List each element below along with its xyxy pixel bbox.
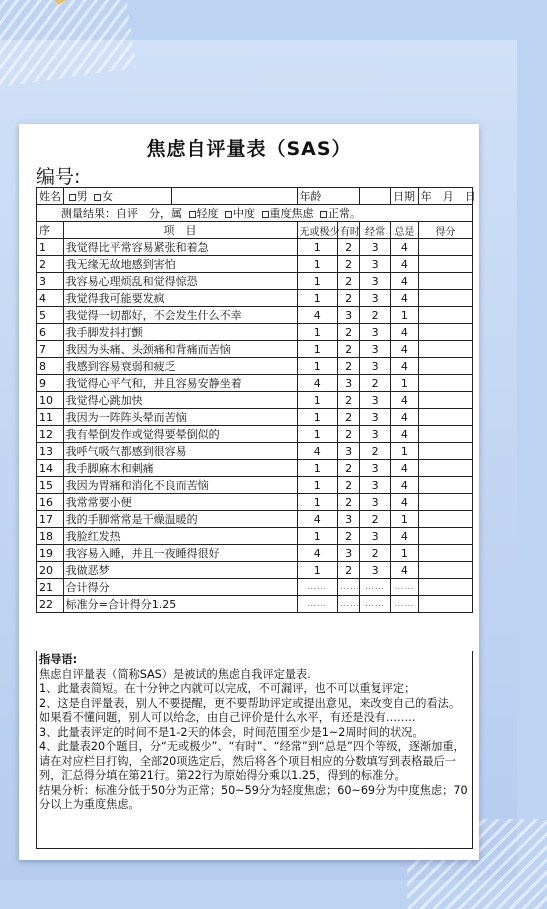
month-label: 月 [442,190,454,203]
col-often: 经常 [360,222,391,239]
total-number: 22 [37,596,64,613]
table-row [37,358,473,375]
result-opt-severe: 重度焦虑 [269,207,314,220]
sheet-title: 焦虑自评量表（SAS） [146,138,352,160]
score-never[interactable]: 1 [297,324,337,341]
checkbox-normal[interactable] [320,211,327,218]
item-text: 我呼气吸气都感到很容易 [63,443,297,460]
score-input[interactable] [418,273,472,290]
score-input[interactable] [418,358,472,375]
item-number: 11 [37,409,64,426]
table-row [37,239,473,256]
dash-placeholder: …… [337,579,359,596]
score-often[interactable]: 3 [360,562,391,579]
score-sometimes[interactable]: 2 [337,324,359,341]
item-text: 我因为一阵阵头晕而苦恼 [63,409,297,426]
total-text: 标准分=合计得分1.25 [63,596,297,613]
col-item: 项 目 [63,222,297,239]
checkbox-severe[interactable] [262,211,269,218]
score-always[interactable]: 1 [391,307,419,324]
score-always[interactable]: 4 [391,324,419,341]
score-always[interactable]: 4 [391,409,419,426]
score-input[interactable] [418,528,472,545]
score-sometimes[interactable]: 2 [337,528,359,545]
instructions-point-2: 2、这是自评量表，别人不要提醒，更不要帮助评定或提出意见，来改变自己的看法。如果看不懂问题，别人可以给念，由自己评价是什么水平，有还是没有…….. [39,696,461,724]
score-never[interactable]: 4 [297,545,337,562]
score-often[interactable]: 2 [360,443,391,460]
item-text: 我因为头痛、头颈痛和背痛而苦恼 [63,341,297,358]
score-never[interactable]: 1 [297,239,337,256]
item-number: 20 [37,562,64,579]
result-opt-normal: 正常。 [328,207,361,220]
score-input[interactable] [418,341,472,358]
score-always[interactable]: 1 [391,511,419,528]
score-sometimes[interactable]: 2 [337,494,359,511]
item-number: 15 [37,477,64,494]
score-never[interactable]: 1 [297,358,337,375]
item-text: 我容易心理烦乱和觉得惊恐 [63,273,297,290]
score-sometimes[interactable]: 2 [337,341,359,358]
item-text: 我觉得心跳加快 [63,392,297,409]
score-often[interactable]: 2 [360,375,391,392]
score-never[interactable]: 1 [297,426,337,443]
instructions-intro: 焦虑自评量表（简称SAS）是被试的焦虑自我评定量表. [39,667,311,681]
score-input[interactable] [418,460,472,477]
score-often[interactable]: 3 [360,392,391,409]
checkbox-female[interactable] [94,194,101,201]
score-input[interactable] [418,324,472,341]
checkbox-mild[interactable] [189,211,196,218]
score-often[interactable]: 3 [360,460,391,477]
name-input[interactable] [172,188,297,205]
score-never[interactable]: 1 [297,494,337,511]
score-always[interactable]: 1 [391,545,419,562]
score-never[interactable]: 1 [297,256,337,273]
table-row [37,341,473,358]
item-number: 18 [37,528,64,545]
gender-cell [63,188,171,205]
item-text: 我手脚发抖打颤 [63,324,297,341]
score-input[interactable] [418,426,472,443]
dash-placeholder: …… [391,596,419,613]
result-line [37,205,473,222]
score-never[interactable]: 4 [297,375,337,392]
checkbox-male[interactable] [69,194,76,201]
score-input[interactable] [418,409,472,426]
col-score: 得分 [418,222,472,239]
item-text: 我有晕倒发作或觉得要晕倒似的 [63,426,297,443]
item-number: 3 [37,273,64,290]
score-sometimes[interactable]: 2 [337,290,359,307]
table-row [37,545,473,562]
score-always[interactable]: 1 [391,375,419,392]
age-input[interactable] [360,188,391,205]
score-sometimes[interactable]: 3 [337,545,359,562]
score-always[interactable]: 4 [391,239,419,256]
instructions-point-1: 1、此量表简短。在十分钟之内就可以完成，不可漏评，也不可以重复评定； [39,682,416,695]
item-number: 9 [37,375,64,392]
score-never[interactable]: 4 [297,511,337,528]
score-often[interactable]: 3 [360,324,391,341]
table-row [37,443,473,460]
total-score-input[interactable] [418,596,472,613]
score-always[interactable]: 4 [391,528,419,545]
score-never[interactable]: 1 [297,341,337,358]
male-label: 男 [76,190,88,203]
score-input[interactable] [418,477,472,494]
table-row [37,256,473,273]
score-always[interactable]: 4 [391,341,419,358]
year-label: 年 [420,190,432,203]
score-never[interactable]: 1 [297,273,337,290]
dash-placeholder: …… [297,596,337,613]
table-row [37,528,473,545]
female-label: 女 [102,190,114,203]
header-row [37,188,473,205]
table-row [37,477,473,494]
score-sometimes[interactable]: 2 [337,392,359,409]
score-always[interactable]: 4 [391,290,419,307]
column-header-row [37,222,473,239]
score-never[interactable]: 4 [297,443,337,460]
score-sometimes[interactable]: 2 [337,409,359,426]
total-row [37,596,473,613]
item-number: 19 [37,545,64,562]
result-prefix: 测量结果：自评 分，属 [61,207,182,220]
sas-table [36,187,476,613]
item-text: 我觉得一切都好，不会发生什么不幸 [63,307,297,324]
instructions [36,651,473,849]
item-number: 17 [37,511,64,528]
table-row [37,494,473,511]
item-text: 我觉得比平常容易紧张和着急 [63,239,297,256]
score-always[interactable]: 4 [391,494,419,511]
item-number: 12 [37,426,64,443]
score-never[interactable]: 1 [297,528,337,545]
table-row [37,290,473,307]
item-number: 1 [37,239,64,256]
score-never[interactable]: 1 [297,460,337,477]
item-number: 2 [37,256,64,273]
score-sometimes[interactable]: 2 [337,426,359,443]
score-often[interactable]: 2 [360,307,391,324]
item-text: 我的手脚常常是干燥温暖的 [63,511,297,528]
dash-placeholder: …… [337,596,359,613]
score-always[interactable]: 4 [391,256,419,273]
table-row [37,426,473,443]
score-never[interactable]: 1 [297,477,337,494]
instructions-heading: 指导语: [39,653,78,666]
score-input[interactable] [418,562,472,579]
score-often[interactable]: 3 [360,426,391,443]
score-always[interactable]: 4 [391,358,419,375]
col-seq: 序 [37,222,64,239]
item-text: 我脸红发热 [63,528,297,545]
score-sometimes[interactable]: 2 [337,256,359,273]
score-never[interactable]: 1 [297,392,337,409]
score-always[interactable]: 4 [391,460,419,477]
score-always[interactable]: 4 [391,477,419,494]
day-label: 日 [464,190,476,203]
item-text: 我觉得心平气和，并且容易安静坐着 [63,375,297,392]
total-number: 21 [37,579,64,596]
item-number: 8 [37,358,64,375]
table-row [37,324,473,341]
score-often[interactable]: 2 [360,545,391,562]
item-number: 4 [37,290,64,307]
score-always[interactable]: 4 [391,392,419,409]
score-often[interactable]: 3 [360,256,391,273]
total-row [37,579,473,596]
col-never: 无或极少 [297,222,337,239]
score-sometimes[interactable]: 2 [337,562,359,579]
score-input[interactable] [418,494,472,511]
item-number: 16 [37,494,64,511]
serial-number-label: 编号: [36,166,81,188]
instructions-point-3: 3、此量表评定的时间不是1-2天的体会，时间范围至少是1~2周时间的状况。 [39,725,424,739]
score-often[interactable]: 2 [360,511,391,528]
score-never[interactable]: 1 [297,562,337,579]
score-input[interactable] [418,290,472,307]
score-often[interactable]: 3 [360,528,391,545]
table-row [37,460,473,477]
item-number: 10 [37,392,64,409]
score-input[interactable] [418,375,472,392]
col-always: 总是 [391,222,419,239]
item-number: 7 [37,341,64,358]
questionnaire-sheet [19,124,479,860]
table-row [37,375,473,392]
checkbox-moderate[interactable] [225,211,232,218]
instructions-result-analysis: 结果分析：标准分低于50分为正常；50~59分为轻度焦虑；60~69分为中度焦虑；70分以上为重度焦虑。 [39,783,468,811]
date-fields[interactable] [418,188,476,205]
score-input[interactable] [418,239,472,256]
date-label: 日期 [391,188,419,205]
result-opt-moderate: 中度 [233,207,255,220]
score-always[interactable]: 4 [391,426,419,443]
score-sometimes[interactable]: 3 [337,307,359,324]
item-text: 我容易入睡，并且一夜睡得很好 [63,545,297,562]
score-sometimes[interactable]: 3 [337,443,359,460]
item-text: 我做恶梦 [63,562,297,579]
score-never[interactable]: 1 [297,409,337,426]
col-sometimes: 有时 [337,222,359,239]
score-often[interactable]: 3 [360,341,391,358]
dash-placeholder: …… [360,596,391,613]
score-often[interactable]: 3 [360,409,391,426]
score-always[interactable]: 4 [391,562,419,579]
score-input[interactable] [418,443,472,460]
score-sometimes[interactable]: 3 [337,511,359,528]
result-row [37,205,473,222]
score-often[interactable]: 3 [360,477,391,494]
score-often[interactable]: 3 [360,290,391,307]
score-always[interactable]: 4 [391,273,419,290]
item-text: 我手脚麻木和刺痛 [63,460,297,477]
dash-placeholder: …… [297,579,337,596]
score-sometimes[interactable]: 3 [337,375,359,392]
dash-placeholder: …… [391,579,419,596]
instructions-point-4: 4、此量表20个题目，分“无或极少”、“有时”、“经常”到“总是”四个等级，逐渐加重，请在对应栏目打钩，全部20项选定后，然后将各个项目相应的分数填写到表格最后一列，汇总得分填在第21行。第22行为原始得分乘以1.25，得到的标准分。 [39,740,465,782]
item-number: 6 [37,324,64,341]
item-text: 我觉得我可能要发疯 [63,290,297,307]
table-row [37,392,473,409]
item-text: 我常常要小便 [63,494,297,511]
item-text: 我感到容易衰弱和疲乏 [63,358,297,375]
score-sometimes[interactable]: 2 [337,358,359,375]
score-sometimes[interactable]: 2 [337,273,359,290]
score-often[interactable]: 3 [360,239,391,256]
score-sometimes[interactable]: 2 [337,460,359,477]
item-text: 我无缘无故地感到害怕 [63,256,297,273]
score-input[interactable] [418,256,472,273]
score-input[interactable] [418,307,472,324]
item-text: 我因为胃痛和消化不良而苦恼 [63,477,297,494]
item-number: 13 [37,443,64,460]
age-label: 年龄 [297,188,360,205]
table-row [37,511,473,528]
item-number: 5 [37,307,64,324]
score-input[interactable] [418,545,472,562]
score-always[interactable]: 1 [391,443,419,460]
score-sometimes[interactable]: 2 [337,477,359,494]
score-never[interactable]: 4 [297,307,337,324]
score-input[interactable] [418,511,472,528]
score-input[interactable] [418,392,472,409]
table-row [37,409,473,426]
total-text: 合计得分 [63,579,297,596]
result-opt-mild: 轻度 [196,207,219,220]
score-often[interactable]: 3 [360,273,391,290]
total-score-input[interactable] [418,579,472,596]
table-row [37,307,473,324]
score-sometimes[interactable]: 2 [337,239,359,256]
score-often[interactable]: 3 [360,358,391,375]
score-never[interactable]: 1 [297,290,337,307]
score-often[interactable]: 3 [360,494,391,511]
table-row [37,273,473,290]
dash-placeholder: …… [360,579,391,596]
name-label: 姓名 [37,188,64,205]
table-row [37,562,473,579]
item-number: 14 [37,460,64,477]
